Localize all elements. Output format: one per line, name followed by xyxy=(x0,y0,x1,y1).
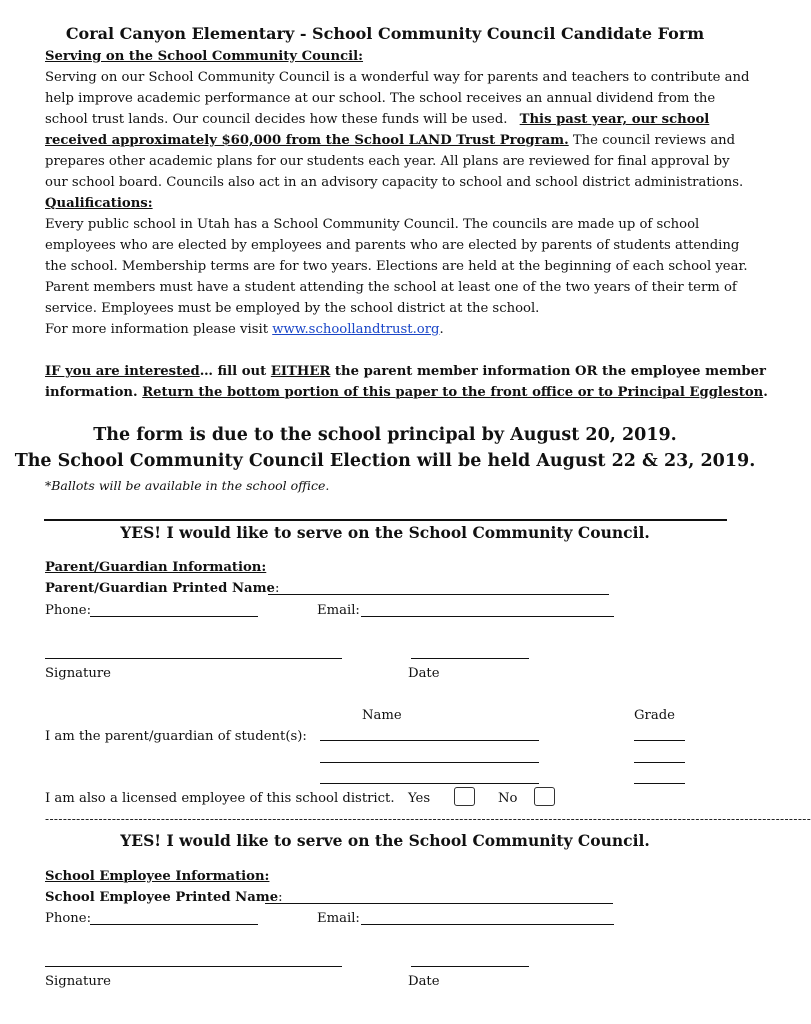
licensed-employee-question: I am also a licensed employee of this school district. xyxy=(45,791,395,806)
parent-email-field[interactable] xyxy=(361,616,614,617)
student-name-column: Name xyxy=(362,708,402,723)
employee-printed-name-field[interactable] xyxy=(265,903,613,904)
student-grade-column: Grade xyxy=(634,708,675,723)
parent-section-header: YES! I would like to serve on the School Community Council. xyxy=(120,523,650,542)
serving-bold-text: received approximately $60,000 from the School LAND Trust Program. xyxy=(45,133,569,148)
serving-line: Serving on our School Community Council is a wonderful way for parents and teachers to contribute and xyxy=(45,70,750,85)
more-info-line xyxy=(45,319,444,340)
employee-phone-field[interactable] xyxy=(90,924,258,925)
yes-label: Yes xyxy=(408,791,431,806)
employee-section-header: YES! I would like to serve on the School Community Council. xyxy=(120,831,650,850)
interest-text: information. xyxy=(45,385,143,400)
parent-phone-field[interactable] xyxy=(90,616,258,617)
employee-email-field[interactable] xyxy=(361,924,614,925)
employee-phone-label: Phone: xyxy=(45,911,92,926)
serving-line xyxy=(45,130,735,151)
student-grade-field[interactable] xyxy=(634,783,685,784)
serving-line-text: The council reviews and xyxy=(568,133,736,148)
employee-email-label: Email: xyxy=(317,911,360,926)
interest-text: IF you are interested xyxy=(45,364,200,379)
qualifications-line: employees who are elected by employees and parents who are elected by parents of students attending xyxy=(45,238,740,253)
employee-printed-name-text: School Employee Printed Name xyxy=(45,890,279,905)
serving-line xyxy=(45,109,709,130)
interest-text: . xyxy=(763,385,768,400)
qualifications-line: service. Employees must be employed by the school district at the school. xyxy=(45,301,540,316)
election-date-line: The School Community Council Election will be held August 22 & 23, 2019. xyxy=(14,451,756,471)
employee-signature-field[interactable] xyxy=(45,966,342,967)
student-name-field[interactable] xyxy=(320,783,539,784)
student-grade-field[interactable] xyxy=(634,740,685,741)
section-divider xyxy=(44,519,727,521)
interest-text: Return the bottom portion of this paper to the front office or to Principal Eggleston xyxy=(142,385,764,400)
parent-info-heading: Parent/Guardian Information: xyxy=(45,560,267,575)
employee-info-heading: School Employee Information: xyxy=(45,869,270,884)
employee-printed-name-label: School Employee Printed Name: xyxy=(45,890,283,905)
student-name-field[interactable] xyxy=(320,740,539,741)
interest-text: the parent member information OR the employee member xyxy=(330,364,766,379)
more-info-text: For more information please visit xyxy=(45,322,273,337)
yes-checkbox[interactable] xyxy=(454,787,475,806)
page-title: Coral Canyon Elementary - School Community Council Candidate Form xyxy=(65,24,705,43)
employee-date-label: Date xyxy=(408,974,440,989)
serving-bold-text: This past year, our school xyxy=(519,112,710,127)
student-name-field[interactable] xyxy=(320,762,539,763)
interest-line-2 xyxy=(45,382,768,403)
interest-text: … fill out xyxy=(199,364,271,379)
serving-line: prepares other academic plans for our students each year. All plans are reviewed for final approval by xyxy=(45,154,730,169)
parent-printed-name-field[interactable] xyxy=(268,594,609,595)
parent-date-field[interactable] xyxy=(411,658,529,659)
due-date-line: The form is due to the school principal by August 20, 2019. xyxy=(93,425,677,445)
serving-line: help improve academic performance at our school. The school receives an annual dividend from the xyxy=(45,91,716,106)
more-info-suffix: . xyxy=(439,322,444,337)
student-grade-field[interactable] xyxy=(634,762,685,763)
qualifications-heading: Qualifications: xyxy=(45,196,153,211)
interest-text: EITHER xyxy=(270,364,331,379)
schoollandtrust-link[interactable]: www.schoollandtrust.org xyxy=(272,322,440,337)
students-label: I am the parent/guardian of student(s): xyxy=(45,729,307,744)
no-checkbox[interactable] xyxy=(534,787,555,806)
qualifications-line: the school. Membership terms are for two years. Elections are held at the beginning of each school year. xyxy=(45,259,748,274)
qualifications-line: Every public school in Utah has a School Community Council. The councils are made up of school xyxy=(45,217,700,232)
cut-line: ---------------------------------------------------------------------------------------------------------------------------------------------------------------------------- xyxy=(45,812,811,826)
parent-phone-label: Phone: xyxy=(45,603,92,618)
parent-signature-label: Signature xyxy=(45,666,111,681)
parent-email-label: Email: xyxy=(317,603,360,618)
parent-printed-name-text: Parent/Guardian Printed Name xyxy=(45,581,275,596)
serving-heading: Serving on the School Community Council: xyxy=(45,49,364,64)
no-label: No xyxy=(498,791,518,806)
parent-printed-name-label: Parent/Guardian Printed Name: xyxy=(45,581,280,596)
employee-signature-label: Signature xyxy=(45,974,111,989)
serving-line-text: school trust lands. Our council decides how these funds will be used. xyxy=(45,112,508,127)
parent-date-label: Date xyxy=(408,666,440,681)
qualifications-line: Parent members must have a student attending the school at least one of the two years of their term of xyxy=(45,280,737,295)
employee-date-field[interactable] xyxy=(411,966,529,967)
parent-signature-field[interactable] xyxy=(45,658,342,659)
ballots-note: *Ballots will be available in the school office. xyxy=(45,478,330,493)
serving-line: our school board. Councils also act in an advisory capacity to school and school district administrations. xyxy=(45,175,744,190)
interest-line-1 xyxy=(45,361,766,382)
